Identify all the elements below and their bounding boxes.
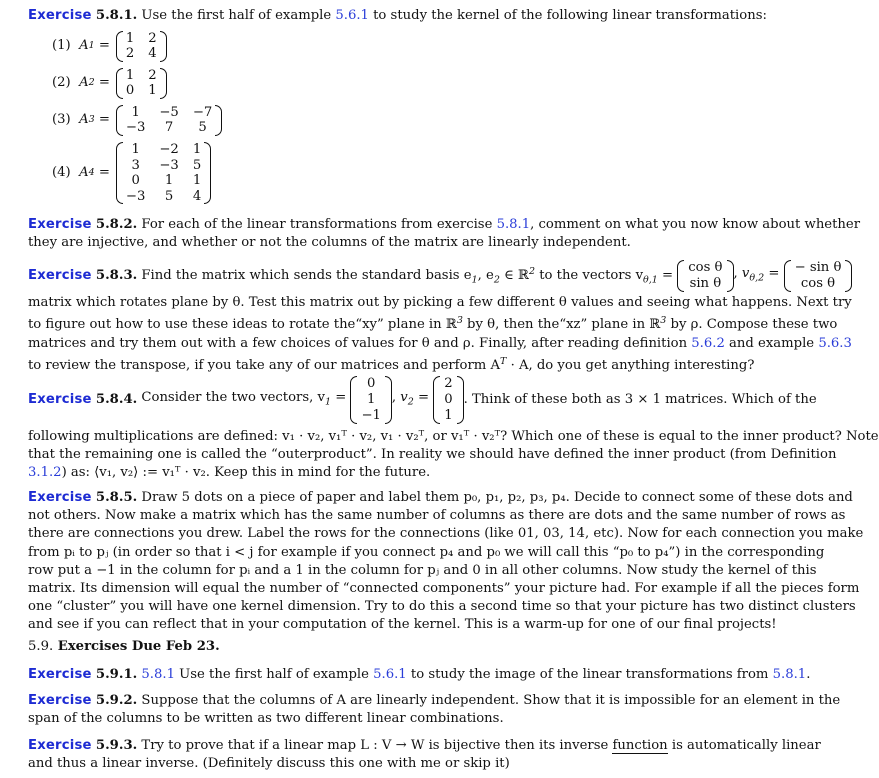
vector-entry: 1 bbox=[366, 392, 376, 407]
matrix-cell: 4 bbox=[192, 188, 202, 204]
exercise-text: not others. Now make a matrix which has the same number of columns as there are dots and the same number of rows as bbox=[28, 508, 846, 524]
matrix-cell: 3 bbox=[131, 157, 140, 173]
vector-entry: − sin θ bbox=[794, 260, 842, 275]
matrix-name: A bbox=[79, 37, 89, 53]
matrix-cell: 0 bbox=[125, 83, 135, 98]
matrix-item: (1) A 1 = 1 2 2 4 bbox=[52, 28, 167, 64]
subscript: θ,2 bbox=[749, 272, 765, 284]
exercise-5-8-2 bbox=[28, 216, 861, 252]
exercise-text: Try to prove that if a linear map L : V → W is bijective then its inverse bbox=[137, 738, 613, 753]
matrix-cell: 0 bbox=[131, 173, 140, 188]
matrix bbox=[116, 68, 167, 99]
vector-entry: 0 bbox=[444, 392, 453, 407]
matrix-cell: 1 bbox=[164, 173, 174, 188]
ref-link-5-6-1[interactable]: 5.6.1 bbox=[373, 667, 407, 682]
ref-link-5-6-1[interactable]: 5.6.1 bbox=[335, 8, 369, 23]
matrix-cell: 2 bbox=[125, 46, 135, 61]
ref-link-5-8-1[interactable]: 5.8.1 bbox=[141, 667, 175, 682]
exercise-text: to study the image of the linear transformations from bbox=[406, 667, 773, 682]
vector-entry: −1 bbox=[361, 408, 381, 423]
matrix-cell: −3 bbox=[125, 120, 146, 135]
section-heading bbox=[28, 638, 827, 656]
exercise-5-9-3 bbox=[28, 737, 827, 773]
exercise-text: , comment on what you now know about whether bbox=[530, 217, 861, 232]
exercise-text: one “cluster” you will have one kernel dimension. Try to do this a second time so that your picture has two distinct clusters bbox=[28, 599, 856, 615]
matrix-name: A bbox=[79, 74, 89, 90]
matrix-name: A bbox=[79, 111, 89, 127]
exercise-number: 5.8.5. bbox=[95, 490, 138, 505]
matrix-cell: 4 bbox=[148, 46, 157, 61]
exercise-label: Exercise bbox=[28, 490, 92, 505]
exercise-text: Draw 5 dots on a piece of paper and label them p₀, p₁, p₂, p₃, p₄. Decide to connect some of these dots and bbox=[137, 490, 853, 505]
matrix-cell: 1 bbox=[192, 142, 202, 157]
exercise-text: from pᵢ to pⱼ (in order so that i < j for example if you connect p₄ and p₀ we will call this “p₀ to p₄”) in the corresponding bbox=[28, 544, 825, 560]
exercise-label: Exercise bbox=[28, 8, 92, 23]
vector-entry: cos θ bbox=[688, 260, 723, 275]
underlined-word: function bbox=[612, 738, 668, 753]
matrix-cell: 1 bbox=[125, 30, 135, 46]
exercise-text: row put a −1 in the column for pᵢ and a 1 in the column for pⱼ and 0 in all other columns. Now study the kernel of this bbox=[28, 562, 817, 578]
matrix-cell: 5 bbox=[164, 188, 174, 204]
exercise-5-8-3: Exercise 5.8.3. Find the matrix which sends the standard basis $e_1$, $e_2$ ∈ ℝ$^2$ to the vectors $v_{\theta,1}$ = cos θ sin θ , $v_{\theta,2}$ = − sin θ cos θ matrix which rotates plane by θ. Test this matrix out by picking a few different θ values and seeing what happens. Next try to figure out how to use these ideas to rotate the“xy” plane in ℝ$^3$ by θ, then the“xz” plane in ℝ$^3$ by ρ. Compose these two matrices and try them out with a few choices of values for θ and ρ. Finally, after reading definition 5.6.2 and example 5.6.3 to review the transpose, if you take any of our matrices and perform $A^T \cdot A$, do you get anything interesting? bbox=[28, 258, 827, 375]
exercise-number: 5.9.1. bbox=[95, 667, 138, 682]
exercise-5-8-4: Exercise 5.8.4. Consider the two vectors, $v_1$ = 0 1 −1 , $v_2$ = 2 0 1 . Think of these both as 3 × 1 matrices. Which of the following multiplications are defined: v₁ · v₂, v₁ᵀ · v₂, v₁ · v₂ᵀ, or v₁ᵀ · v₂ᵀ? Which one of these is equal to the inner product? Note that the remaining one is called the “outerproduct”. In reality we should have defined the inner product (from Definition 3.1.2) as: ⟨v₁, v₂⟩ := v₁ᵀ · v₂. Keep this in mind for the future. bbox=[28, 372, 827, 483]
matrix-subscript: 4 bbox=[88, 166, 95, 178]
matrix bbox=[116, 31, 167, 62]
vector-entry: 1 bbox=[444, 408, 453, 423]
vector-v-theta-2 bbox=[784, 260, 853, 292]
section-title: Exercises Due Feb 23. bbox=[53, 639, 220, 654]
matrix-cell: −7 bbox=[192, 104, 213, 120]
matrix-name: A bbox=[79, 164, 89, 180]
exercise-number: 5.8.1. bbox=[95, 8, 138, 23]
exercise-text: matrices and try them out with a few choices of values for θ and ρ. Finally, after reading definition 5.6.2 and example 5.6.3 bbox=[28, 335, 852, 351]
matrix-cell: 1 bbox=[148, 83, 157, 98]
exercise-text: Use the first half of example bbox=[137, 8, 336, 23]
ref-link-3-1-2[interactable]: 3.1.2 bbox=[28, 465, 62, 481]
ref-link-5-8-1[interactable]: 5.8.1 bbox=[496, 217, 531, 232]
matrix-subscript: 3 bbox=[88, 113, 95, 125]
exercise-5-9-1 bbox=[28, 666, 827, 684]
exercise-text: Use the first half of example bbox=[174, 667, 374, 682]
exercise-number: 5.8.2. bbox=[95, 217, 138, 232]
matrix-cell: 5 bbox=[192, 157, 202, 173]
matrix-cell: 2 bbox=[148, 67, 157, 83]
matrix-cell: 7 bbox=[164, 120, 174, 135]
vector-v-theta-1 bbox=[677, 260, 733, 292]
ref-link-5-6-2[interactable]: 5.6.2 bbox=[691, 335, 725, 351]
matrix-item-tag: (4) bbox=[52, 164, 71, 180]
section-number: 5.9. bbox=[28, 639, 54, 654]
exercise-label: Exercise bbox=[28, 217, 92, 232]
matrix-item-tag: (3) bbox=[52, 111, 71, 127]
matrix-cell: 5 bbox=[198, 120, 207, 135]
matrix-cell: −3 bbox=[125, 188, 146, 204]
exercise-5-8-1-intro bbox=[28, 7, 827, 25]
exercise-text: matrix. Its dimension will equal the number of “connected components” your picture had. For example if all the pieces form bbox=[28, 581, 860, 597]
matrix-subscript: 1 bbox=[88, 39, 95, 51]
exercise-text: that the remaining one is called the “outerproduct”. In reality we should have defined the inner product (from Definition bbox=[28, 447, 837, 463]
vector-entry: 0 bbox=[366, 376, 376, 391]
matrix bbox=[116, 142, 211, 204]
matrix bbox=[116, 105, 222, 136]
matrix-cell: −3 bbox=[159, 157, 179, 173]
exercise-text: there are connections you drew. Label the rows for the connections (like 01, 03, 14, etc). Now for each connection you make bbox=[28, 526, 864, 542]
exercise-label: Exercise bbox=[28, 667, 92, 682]
matrix-item: (4) A 4 = 1 −2 1 3 −3 5 0 1 1 −3 5 4 bbox=[52, 138, 211, 208]
exercise-label: Exercise bbox=[28, 738, 92, 753]
vector-v1 bbox=[350, 376, 391, 424]
matrix-item: (2) A 2 = 1 2 0 1 bbox=[52, 65, 167, 101]
exercise-text: For each of the linear transformations from exercise bbox=[137, 217, 497, 232]
exercise-text: . bbox=[806, 667, 811, 682]
matrix-cell: 1 bbox=[131, 142, 140, 157]
exercise-text: and see if you can reflect that in your computation of the kernel. This is a warm-up for one of our final projects! bbox=[28, 617, 777, 633]
exercise-text: matrix which rotates plane by θ. Test this matrix out by picking a few different θ values and seeing what happens. Next try bbox=[28, 295, 852, 310]
exercise-5-8-5 bbox=[28, 489, 864, 635]
exercise-text: they are injective, and whether or not the columns of the matrix are linearly independent. bbox=[28, 235, 631, 251]
vector-entry: sin θ bbox=[689, 276, 722, 291]
matrix-cell: 1 bbox=[131, 104, 140, 120]
exercise-label: Exercise bbox=[28, 391, 92, 407]
ref-link-5-8-1[interactable]: 5.8.1 bbox=[772, 667, 807, 682]
exercise-text: following multiplications are defined: v₁ · v₂, v₁ᵀ · v₂, v₁ · v₂ᵀ, or v₁ᵀ · v₂ᵀ? Which one of these is equal to the inner product? Note bbox=[28, 429, 879, 444]
exercise-text: to study the kernel of the following linear transformations: bbox=[368, 8, 767, 23]
matrix-cell: −5 bbox=[159, 104, 179, 120]
exercise-number: 5.9.3. bbox=[95, 738, 138, 753]
exercise-text: to figure out how to use these ideas to rotate the“xy” plane in ℝ$^3$ by θ, then the“xz” plane in ℝ$^3$ by ρ. Compose these two bbox=[28, 315, 838, 333]
exercise-text: . Think of these both as 3 × 1 matrices. Which of the bbox=[463, 391, 817, 407]
exercise-5-9-2 bbox=[28, 692, 841, 728]
exercise-text: span of the columns to be written as two different linear combinations. bbox=[28, 711, 504, 727]
matrix-cell: 1 bbox=[192, 173, 202, 188]
matrix-item-tag: (2) bbox=[52, 74, 71, 90]
matrix-cell: 1 bbox=[125, 67, 135, 83]
ref-link-5-6-3[interactable]: 5.6.3 bbox=[818, 335, 852, 351]
exercise-text: and thus a linear inverse. (Definitely discuss this one with me or skip it) bbox=[28, 756, 510, 772]
exercise-text: to review the transpose, if you take any of our matrices and perform $A^T \cdot A$, do you get anything interesting? bbox=[28, 355, 755, 374]
exercise-number: 5.8.3. bbox=[95, 267, 138, 283]
exercise-number: 5.8.4. bbox=[95, 391, 138, 407]
exercise-label: Exercise bbox=[28, 693, 92, 708]
exercise-text: is automatically linear bbox=[667, 738, 821, 753]
matrix-cell: 2 bbox=[148, 30, 157, 46]
matrix-item-tag: (1) bbox=[52, 37, 71, 53]
matrix-subscript: 2 bbox=[88, 76, 95, 88]
matrix-item: (3) A 3 = 1 −5 −7 −3 7 5 bbox=[52, 102, 222, 138]
exercise-label: Exercise bbox=[28, 267, 92, 283]
exercise-text: 3.1.2) as: ⟨v₁, v₂⟩ := v₁ᵀ · v₂. Keep this in mind for the future. bbox=[28, 465, 431, 481]
exercise-text: Find the matrix which sends the standard basis $e_1$, $e_2$ ∈ ℝ$^2$ to the vectors $v_{\theta,1}$ = bbox=[137, 265, 678, 286]
exercise-number: 5.9.2. bbox=[95, 693, 138, 708]
exercise-text: Suppose that the columns of A are linearly independent. Show that it is impossible for an element in the bbox=[137, 693, 841, 708]
matrix-cell: −2 bbox=[159, 142, 179, 157]
vector-entry: cos θ bbox=[800, 276, 836, 291]
exercise-text: Consider the two vectors, $v_1$ = bbox=[137, 389, 351, 408]
vector-entry: 2 bbox=[444, 376, 453, 391]
vector-v2 bbox=[433, 376, 463, 424]
